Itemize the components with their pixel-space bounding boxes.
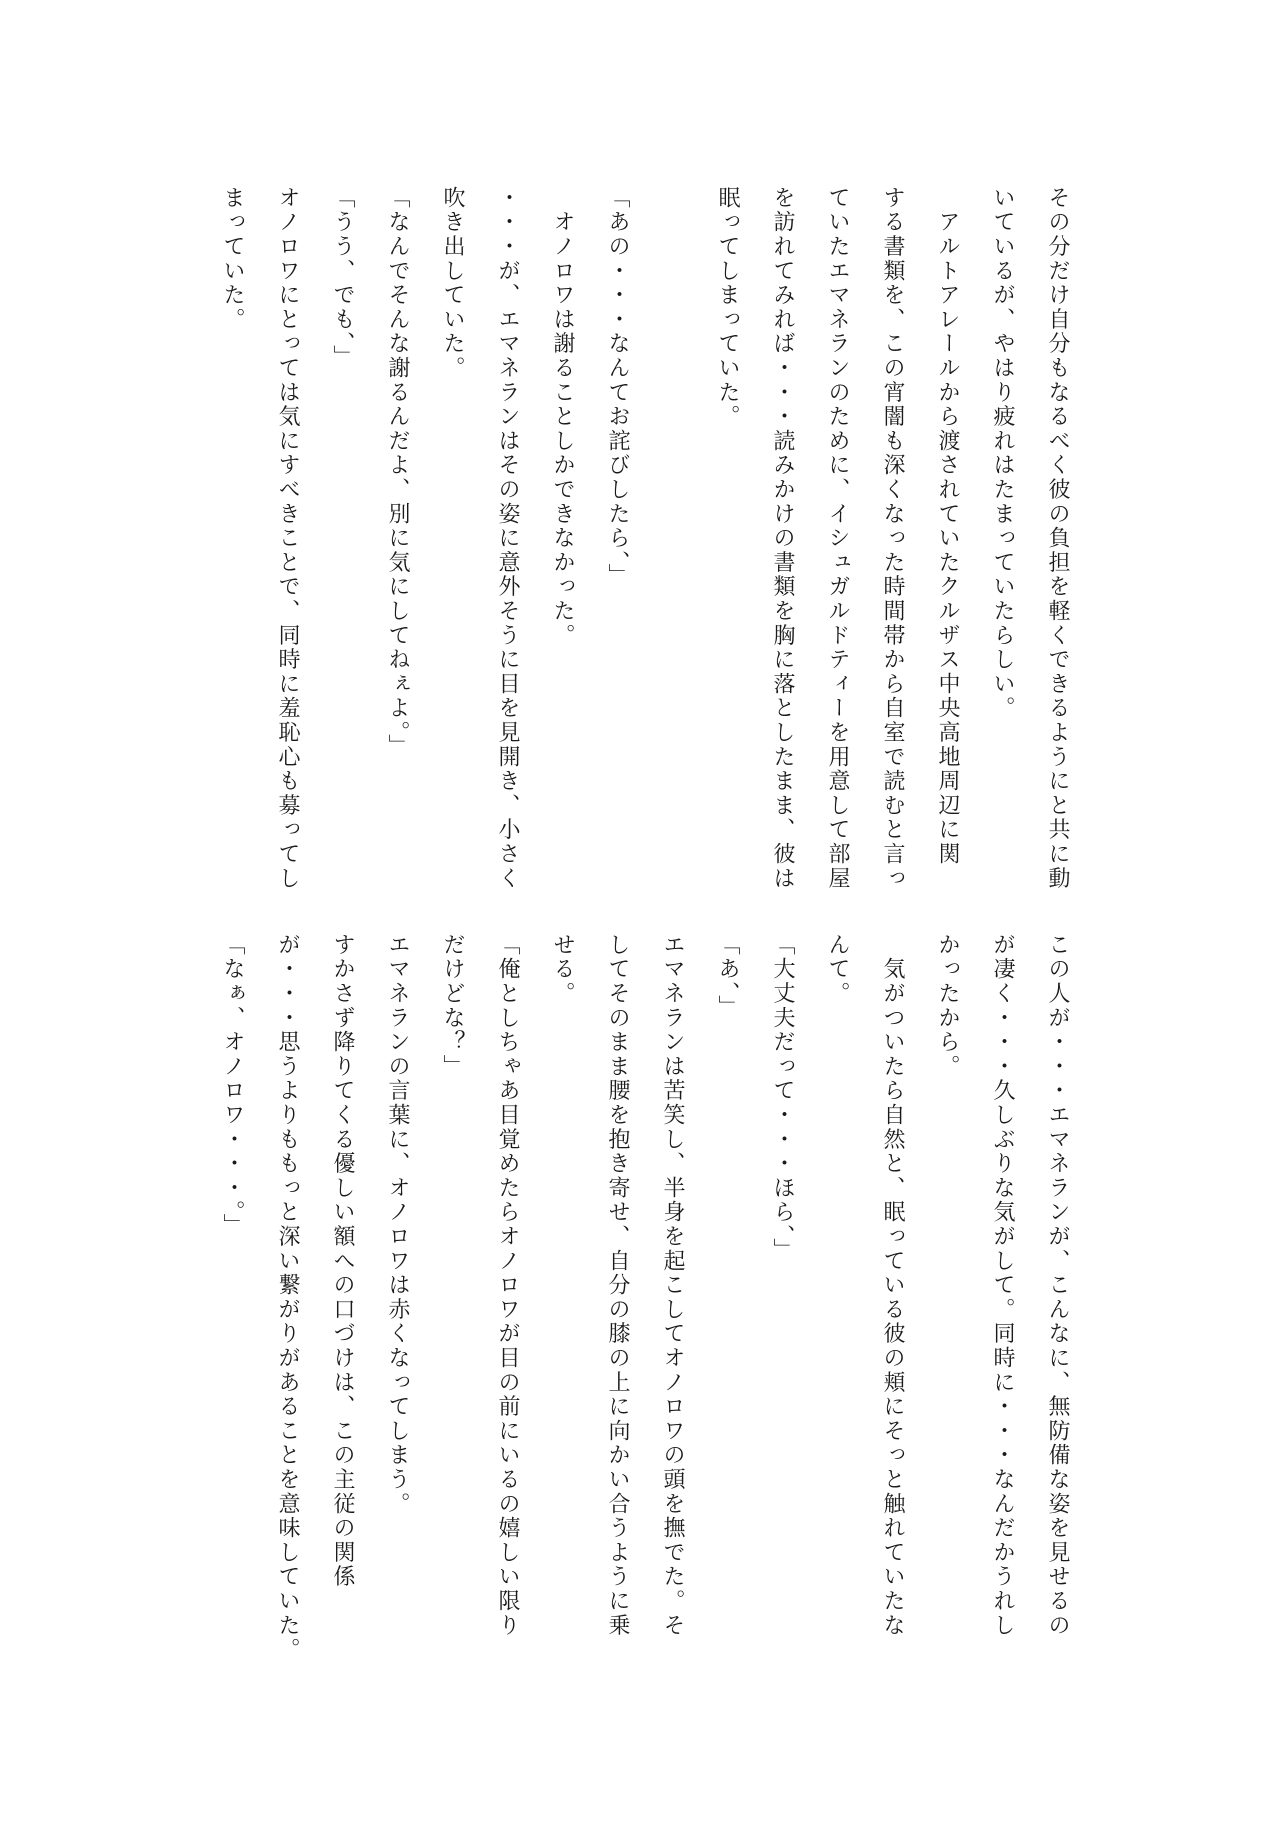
text-line: せる。 xyxy=(550,933,575,1006)
text-line: 「俺としちゃあ目覚めたらオノロワが目の前にいるの嬉しい限り xyxy=(495,933,520,1638)
text-line: 「なんでそんな謝るんだよ、別に気にしてねぇよ。」 xyxy=(385,186,410,759)
text-line: ていたエマネランのために、イシュガルドティーを用意して部屋 xyxy=(825,186,850,891)
text-line: オノロワは謝ることしかできなかった。 xyxy=(550,186,575,648)
text-line: 気がついたら自然と、眠っている彼の頬にそっと触れていたな xyxy=(880,933,905,1638)
text-line: オノロワにとっては気にすべきことで、同時に羞恥心も募ってし xyxy=(275,186,300,891)
text-line: ・・・が、エマネランはその姿に意外そうに目を見開き、小さく xyxy=(495,186,520,891)
text-line: 「なぁ、オノロワ・・・。」 xyxy=(220,933,245,1238)
text-block-top xyxy=(205,186,1085,891)
text-line: 吹き出していた。 xyxy=(440,186,465,381)
text-line: んて。 xyxy=(825,933,850,1006)
text-line: まっていた。 xyxy=(220,186,245,332)
text-line: 眠ってしまっていた。 xyxy=(715,186,740,429)
text-line: エマネランの言葉に、オノロワは赤くなってしまう。 xyxy=(385,933,410,1517)
text-line: が・・・思うよりももっと深い繋がりがあることを意味していた。 xyxy=(275,933,300,1662)
text-line: してそのまま腰を抱き寄せ、自分の膝の上に向かい合うように乗 xyxy=(605,933,630,1638)
blank-line xyxy=(645,186,700,891)
text-line: その分だけ自分もなるべく彼の負担を軽くできるようにと共に動 xyxy=(1045,186,1070,891)
text-line: を訪れてみれば・・・読みかけの書類を胸に落としたまま、彼は xyxy=(770,186,795,891)
text-line: する書類を、この宵闇も深くなった時間帯から自室で読むと言っ xyxy=(880,186,905,891)
text-line: が凄く・・・久しぶりな気がして。同時に・・・なんだかうれし xyxy=(990,933,1015,1638)
text-line: いているが、やはり疲れはたまっていたらしい。 xyxy=(990,186,1015,721)
text-line: この人が・・・エマネランが、こんなに、無防備な姿を見せるの xyxy=(1045,933,1070,1638)
text-line: すかさず降りてくる優しい額への口づけは、この主従の関係 xyxy=(330,933,355,1590)
text-line: アルトアレールから渡されていたクルザス中央高地周辺に関 xyxy=(935,186,960,867)
text-line: だけどな？」 xyxy=(440,933,465,1079)
text-line: 「うう、でも、」 xyxy=(330,186,355,370)
text-line: 「あ、」 xyxy=(715,933,740,1020)
text-line: 「大丈夫だって・・・ほら、」 xyxy=(770,933,795,1263)
text-block-bottom xyxy=(205,933,1085,1662)
text-line: かったから。 xyxy=(935,933,960,1079)
text-line: エマネランは苦笑し、半身を起こしてオノロワの頭を撫でた。そ xyxy=(660,933,685,1638)
text-line: 「あの・・・なんてお詫びしたら、」 xyxy=(605,186,630,589)
